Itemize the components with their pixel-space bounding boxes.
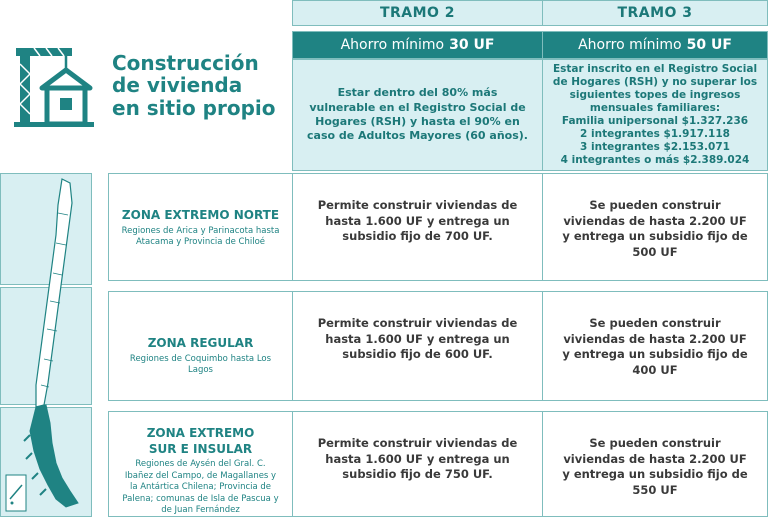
requisito-text: Estar inscrito en el Registro Social de Hogares (RSH) y no superar los siguientes topes de ingresos mensuales familiares: <box>552 62 758 114</box>
brand-title-line: en sitio propio <box>112 95 276 120</box>
zone-subtitle: Regiones de Coquimbo hasta Los Lagos <box>129 353 272 376</box>
tramo-3-requisito <box>542 59 768 171</box>
ahorro-value: 50 UF <box>686 37 732 53</box>
brand-title-line: de vivienda <box>112 73 243 98</box>
zona-extremo-norte <box>108 173 293 281</box>
tramo-2-header <box>292 0 543 26</box>
brand-title-line: Construcción <box>112 51 259 75</box>
brand-title <box>112 52 282 119</box>
subsidio-text: Permite construir viviendas de hasta 1.600 UF y entrega un subsidio fijo de 750 UF. <box>317 436 518 482</box>
sur-tramo-3 <box>542 411 768 517</box>
tramo-3-label: TRAMO 3 <box>617 5 693 21</box>
chile-map-icon <box>0 173 92 517</box>
zone-subtitle: Regiones de Arica y Parinacota hasta Atacama y Provincia de Chiloé <box>121 225 280 248</box>
ingreso-item: Familia unipersonal $1.327.236 <box>561 115 749 127</box>
regular-tramo-3 <box>542 291 768 401</box>
subsidio-text: Permite construir viviendas de hasta 1.600 UF y entrega un subsidio fijo de 600 UF. <box>317 316 518 362</box>
subsidio-text: Se pueden construir viviendas de hasta 2.200 UF y entrega un subsidio fijo de 500 UF <box>562 198 748 259</box>
tramo-2-ahorro <box>292 31 543 59</box>
tramo-3-header <box>542 0 768 26</box>
tramo-2-label: TRAMO 2 <box>379 5 456 21</box>
norte-tramo-3 <box>542 173 768 281</box>
requisito-text: Estar dentro del 80% más vulnerable en el Registro Social de Hogares (RSH) y hasta el 90% en caso de Adultos Mayores (60 años). <box>307 86 528 143</box>
zona-regular <box>108 291 293 401</box>
tramo-2-requisito <box>292 59 543 171</box>
crane-house-icon <box>14 44 96 128</box>
ahorro-label: Ahorro mínimo <box>340 37 445 53</box>
zona-extremo-sur <box>108 411 293 517</box>
ingreso-item: 4 integrantes o más $2.389.024 <box>560 154 750 167</box>
zone-subtitle: Regiones de Aysén del Gral. C. Ibañez del Campo, de Magallanes y la Antártica Chilena; Provincia de Palena; comunas de Isla de Pascua y de Juan Fernández <box>122 459 279 516</box>
ingreso-item: 3 integrantes $2.153.071 <box>580 141 730 154</box>
zone-title: ZONA EXTREMO NORTE <box>121 208 280 222</box>
subsidio-text: Se pueden construir viviendas de hasta 2.200 UF y entrega un subsidio fijo de 550 UF <box>562 436 748 497</box>
norte-tramo-2 <box>292 173 543 281</box>
ahorro-label: Ahorro mínimo <box>578 37 682 53</box>
ahorro-value: 30 UF <box>449 37 495 53</box>
sur-tramo-2 <box>292 411 543 517</box>
tramo-3-ahorro <box>542 31 768 59</box>
zone-title: ZONA REGULAR <box>147 336 254 350</box>
regular-tramo-2 <box>292 291 543 401</box>
ingreso-item: 2 integrantes $1.917.118 <box>580 128 730 141</box>
subsidio-text: Permite construir viviendas de hasta 1.600 UF y entrega un subsidio fijo de 700 UF. <box>317 198 518 244</box>
subsidio-text: Se pueden construir viviendas de hasta 2.200 UF y entrega un subsidio fijo de 400 UF <box>562 316 748 377</box>
zone-title: ZONA EXTREMO SUR E INSULAR <box>146 426 255 456</box>
